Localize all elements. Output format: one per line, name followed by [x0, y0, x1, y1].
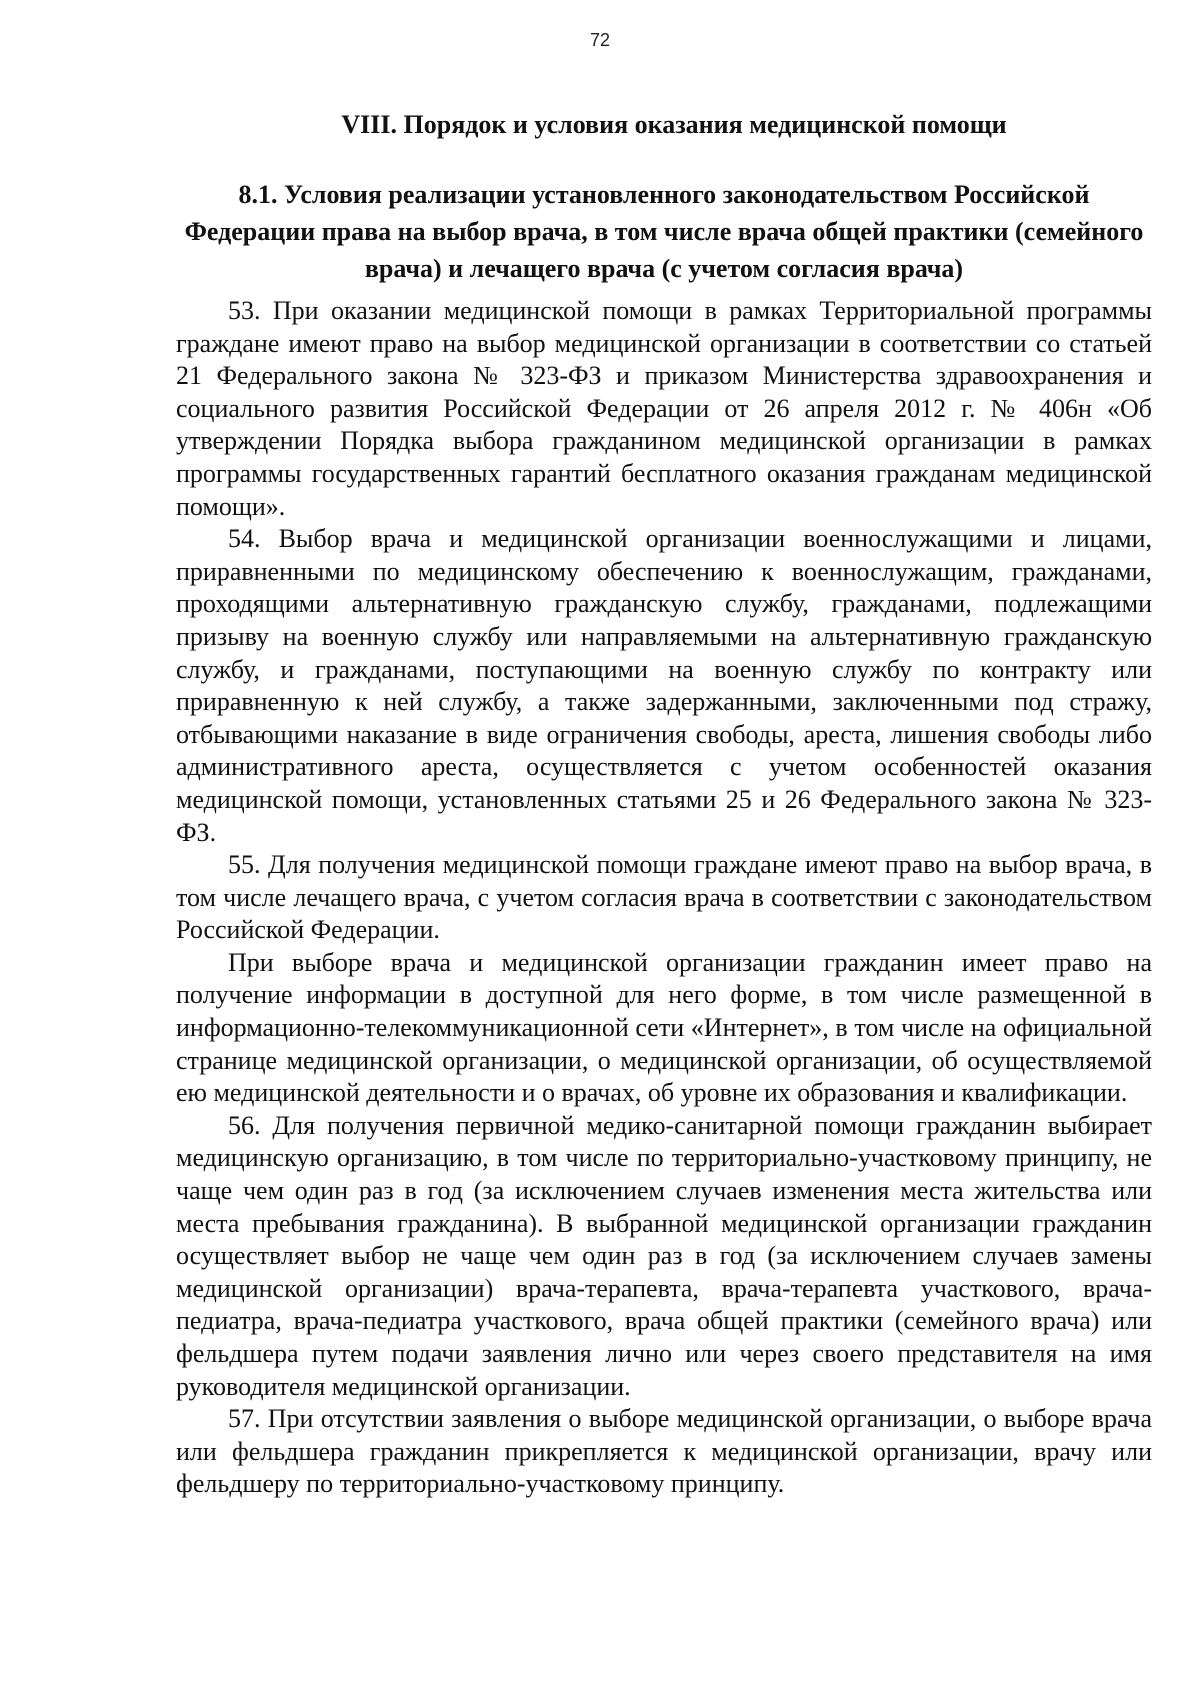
section-heading: VIII. Порядок и условия оказания медицинской помощи	[341, 110, 1007, 139]
subsection-heading: 8.1. Условия реализации установленного законодательством Российской Федерации права на выбор врача, в том числе врача общей практики (семейного врача) и лечащего врача (с учетом согласия врача)	[184, 180, 1144, 283]
paragraph-55: 55. Для получения медицинской помощи граждане имеют право на выбор врача, в том числе лечащего врача, с учетом согласия врача в соответствии с законодательством Российской Федерации.	[176, 850, 1152, 945]
paragraph-56: 56. Для получения первичной медико-санитарной помощи гражданин выбирает медицинскую организацию, в том числе по территориально-участковому принципу, не чаще чем один раз в год (за исключением случаев изменения места жительства или места пребывания гражданина). В выбранной медицинской организации гражданин осуществляет выбор не чаще чем один раз в год (за исключением случаев замены медицинской организации) врача-терапевта, врача-терапевта участкового, врача-педиатра, врача-педиатра участкового, врача общей практики (семейного врача) или фельдшера путем подачи заявления лично или через своего представителя на имя руководителя медицинской организации.	[176, 1110, 1152, 1401]
paragraph-55-continuation: При выборе врача и медицинской организации гражданин имеет право на получение информации в доступной для него форме, в том числе размещенной в информационно-телекоммуникационной сети «Интернет», в том числе на официальной странице медицинской организации, о медицинской организации, об осуществляемой ею медицинской деятельности и о врачах, об уровне их образования и квалификации.	[176, 947, 1152, 1108]
document-body	[176, 108, 1152, 1501]
paragraph-54: 54. Выбор врача и медицинской организации военнослужащими и лицами, приравненными по медицинскому обеспечению к военнослужащим, гражданами, проходящими альтернативную гражданскую службу, гражданами, подлежащими призыву на военную службу или направляемыми на альтернативную гражданскую службу, и гражданами, поступающими на военную службу по контракту или приравненную к ней службу, а также задержанными, заключенными под стражу, отбывающими наказание в виде ограничения свободы, ареста, лишения свободы либо административного ареста, осуществляется с учетом особенностей оказания медицинской помощи, установленных статьями 25 и 26 Федерального закона № 323-ФЗ.	[176, 524, 1152, 847]
page-number: 72	[589, 30, 611, 50]
paragraph-53: 53. При оказании медицинской помощи в рамках Территориальной программы граждане имеют право на выбор медицинской организации в соответствии со статьей 21 Федерального закона № 323-ФЗ и приказом Министерства здравоохранения и социального развития Российской Федерации от 26 апреля 2012 г. № 406н «Об утверждении Порядка выбора гражданином медицинской организации в рамках программы государственных гарантий бесплатного оказания гражданам медицинской помощи».	[176, 296, 1152, 521]
paragraph-57: 57. При отсутствии заявления о выборе медицинской организации, о выборе врача или фельдшера гражданин прикрепляется к медицинской организации, врачу или фельдшеру по территориально-участковому принципу.	[176, 1404, 1152, 1499]
